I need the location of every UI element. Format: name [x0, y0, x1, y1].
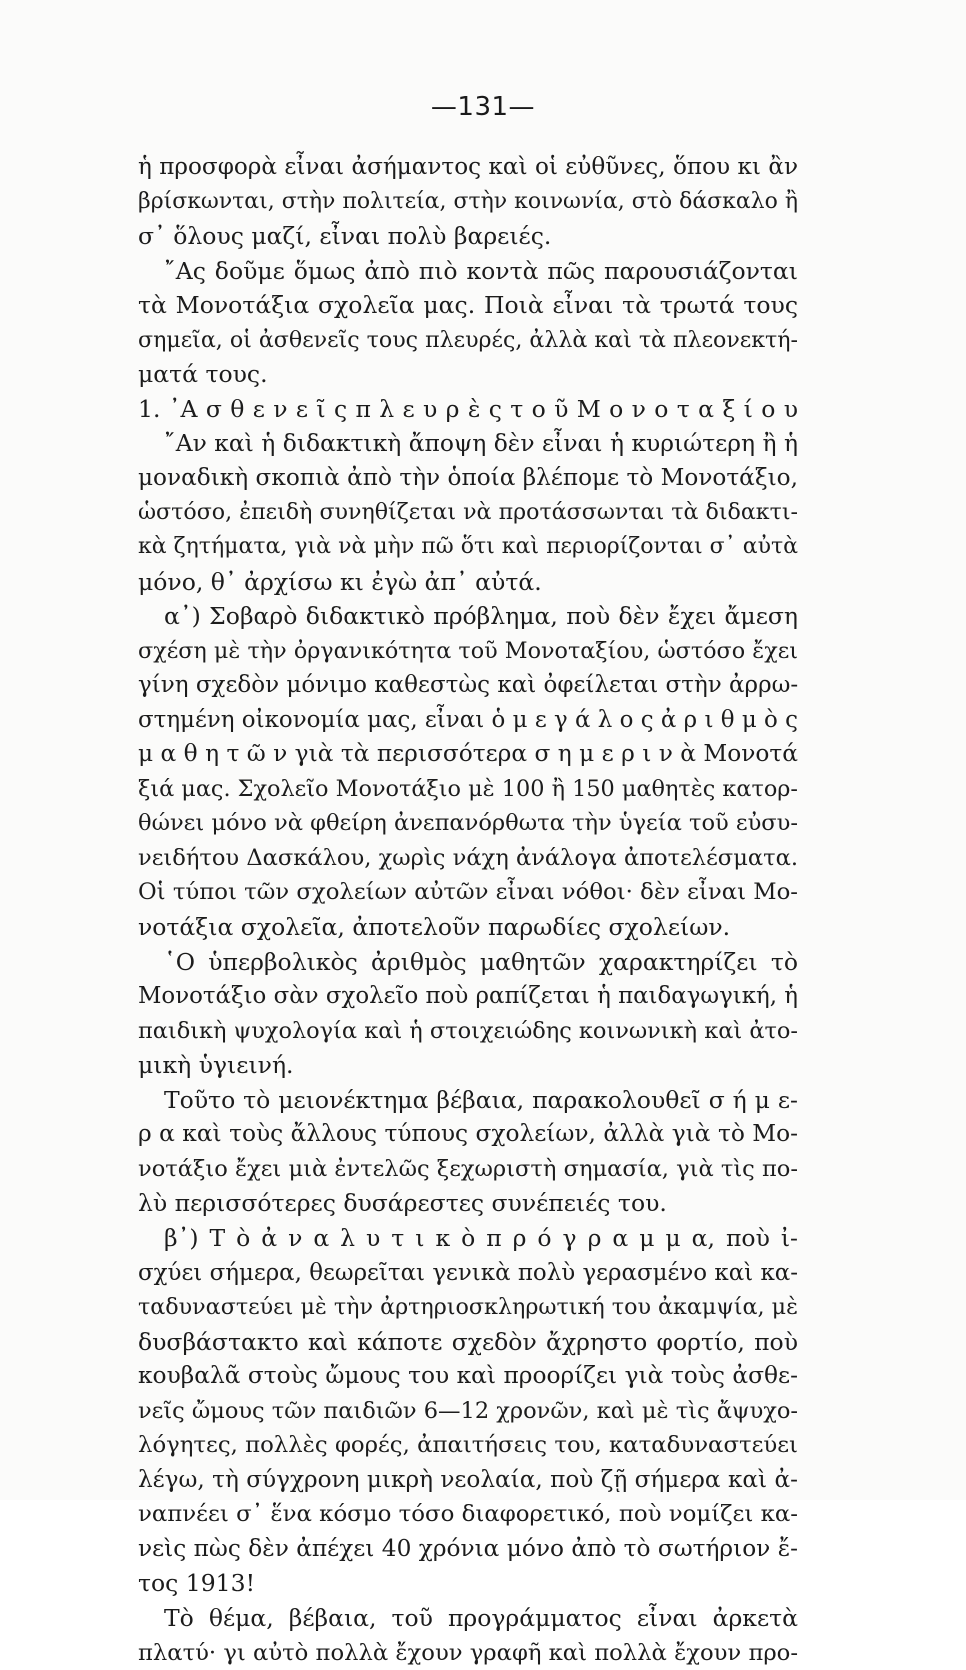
- text-line: νοτάξιο ἔχει μιὰ ἐντελῶς ξεχωριστὴ σημασία, γιὰ τὶς πο-: [138, 1155, 798, 1182]
- text-line: α᾽) Σοβαρὸ διδακτικὸ πρόβλημα, ποὺ δὲν ἔχει ἄμεση: [164, 602, 798, 631]
- text-line: ναπνέει σ᾽ ἕνα κόσμο τόσο διαφορετικό, ποὺ νομίζει κα-: [138, 1501, 798, 1528]
- text-line: ῎Αν καὶ ἡ διδακτικὴ ἄποψη δὲν εἶναι ἡ κυριώτερη ἢ ἡ: [164, 429, 798, 458]
- text-line: ματά τους.: [138, 360, 268, 389]
- text-line: μόνο, θ᾽ ἀρχίσω κι ἐγὼ ἀπ᾽ αὐτά.: [138, 567, 542, 596]
- text-line: θώνει μόνο νὰ φθείρη ἀνεπανόρθωτα τὴν ὑγεία τοῦ εὐσυ-: [138, 810, 798, 837]
- text-line: ὡστόσο, ἐπειδὴ συνηθίζεται νὰ προτάσσωνται τὰ διδακτι-: [138, 499, 798, 526]
- text-line: νειδήτου Δασκάλου, χωρὶς νάχη ἀνάλογα ἀποτελέσματα.: [138, 844, 798, 871]
- text-line: λέγω, τὴ σύγχρονη μικρὴ νεολαία, ποὺ ζῇ σήμερα καὶ ἀ-: [138, 1465, 798, 1493]
- text-line: ῾Ο ὑπερβολικὸς ἀριθμὸς μαθητῶν χαρακτηρίζει τὸ: [164, 947, 798, 976]
- text-line: ἡ προσφορὰ εἶναι ἀσήμαντος καὶ οἱ εὐθῦνες, ὅπου κι ἂν: [138, 154, 798, 180]
- text-line: νοτάξια σχολεῖα, ἀποτελοῦν παρωδίες σχολείων.: [138, 913, 731, 942]
- text-line: κὰ ζητήματα, γιὰ νὰ μὴν πῶ ὅτι καὶ περιορίζονται σ᾽ αὐτὰ: [138, 534, 798, 560]
- text-line: Τὸ θέμα, βέβαια, τοῦ προγράμματος εἶναι ἀρκετὰ: [164, 1603, 798, 1632]
- text-line: τος 1913!: [138, 1569, 256, 1598]
- text-line: β᾽) Τ ὸ ἀ ν α λ υ τ ι κ ὸ π ρ ό γ ρ α μ μ α, ποὺ ἰ-: [164, 1223, 798, 1252]
- text-line: μ α θ η τ ῶ ν γιὰ τὰ περισσότερα σ η μ ε ρ ι ν ὰ Μονοτά: [138, 740, 798, 768]
- text-line: δυσβάστακτο καὶ κάποτε σχεδὸν ἄχρηστο φορτίο, ποὺ: [138, 1327, 798, 1356]
- text-line: μικὴ ὑγιεινή.: [138, 1051, 294, 1080]
- text-line: βρίσκωνται, στὴν πολιτεία, στὴν κοινωνία, στὸ δάσκαλο ἢ: [138, 188, 798, 214]
- text-line: νεὶς πὼς δὲν ἀπέχει 40 χρόνια μόνο ἀπὸ τὸ σωτήριον ἔ-: [138, 1534, 798, 1562]
- text-line: ξιά μας. Σχολεῖο Μονοτάξιο μὲ 100 ἢ 150 μαθητὲς κατορ-: [138, 775, 798, 802]
- text-line: λὺ περισσότερες δυσάρεστες συνέπειές του.: [138, 1189, 667, 1218]
- text-line: τὰ Μονοτάξια σχολεῖα μας. Ποιὰ εἶναι τὰ τρωτά τους: [138, 291, 798, 320]
- text-line: σημεῖα, οἱ ἀσθενεῖς τους πλευρές, ἀλλὰ καὶ τὰ πλεονεκτή-: [138, 326, 798, 353]
- text-line: 1. ᾽Α σ θ ε ν ε ῖ ς π λ ε υ ρ ὲ ς τ ο ῦ Μ ο ν ο τ α ξ ί ο υ: [138, 394, 798, 423]
- text-line: νεῖς ὤμους τῶν παιδιῶν 6—12 χρονῶν, καὶ μὲ τὶς ἄψυχο-: [138, 1397, 798, 1424]
- text-line: Οἱ τύποι τῶν σχολείων αὐτῶν εἶναι νόθοι· δὲν εἶναι Μο-: [138, 879, 798, 906]
- page-number: —131—: [430, 92, 536, 122]
- text-line: ῎Ας δοῦμε ὅμως ἀπὸ πιὸ κοντὰ πῶς παρουσιάζονται: [164, 256, 798, 285]
- text-line: σ᾽ ὅλους μαζί, εἶναι πολὺ βαρειές.: [138, 222, 552, 251]
- text-line: σχύει σήμερα, θεωρεῖται γενικὰ πολὺ γερασμένο καὶ κα-: [138, 1259, 798, 1286]
- text-line: σχέση μὲ τὴν ὀργανικότητα τοῦ Μονοταξίου, ὡστόσο ἔχει: [138, 637, 798, 664]
- text-line: στημένη οἰκονομία μας, εἶναι ὁ μ ε γ ά λ ο ς ἀ ρ ι θ μ ὸ ς: [138, 706, 798, 733]
- text-line: λόγητες, πολλὲς φορές, ἀπαιτήσεις του, καταδυναστεύει: [138, 1432, 798, 1459]
- text-line: μοναδικὴ σκοπιὰ ἀπὸ τὴν ὁποία βλέπομε τὸ Μονοτάξιο,: [138, 463, 798, 491]
- text-line: πλατύ· γι αὐτὸ πολλὰ ἔχουν γραφῆ καὶ πολλὰ ἔχουν προ-: [138, 1639, 798, 1666]
- text-line: κουβαλᾶ στοὺς ὤμους του καὶ προορίζει γιὰ τοὺς ἀσθε-: [138, 1362, 798, 1390]
- text-line: παιδικὴ ψυχολογία καὶ ἡ στοιχειώδης κοινωνικὴ καὶ ἀτο-: [138, 1017, 798, 1044]
- body-text: [138, 150, 798, 1670]
- text-line: γίνη σχεδὸν μόνιμο καθεστὼς καὶ ὀφείλεται στὴν ἀρρω-: [138, 672, 799, 699]
- text-line: ρ α καὶ τοὺς ἄλλους τύπους σχολείων, ἀλλὰ γιὰ τὸ Μο-: [138, 1120, 798, 1148]
- text-line: Τοῦτο τὸ μειονέκτημα βέβαια, παρακολουθεῖ σ ή μ ε-: [164, 1085, 798, 1114]
- text-line: ταδυναστεύει μὲ τὴν ἀρτηριοσκληρωτική του ἀκαμψία, μὲ: [138, 1294, 798, 1321]
- text-line: Μονοτάξιο σὰν σχολεῖο ποὺ ραπίζεται ἡ παιδαγωγική, ἡ: [138, 983, 798, 1010]
